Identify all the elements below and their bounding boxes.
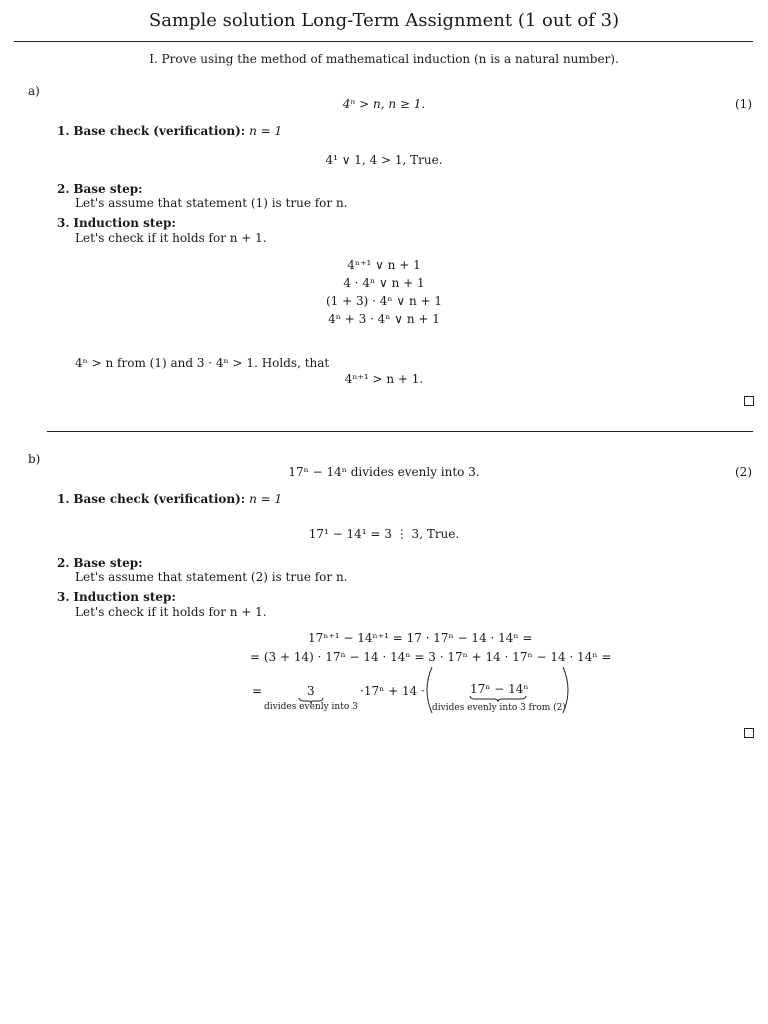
section-rule — [47, 431, 753, 432]
step-title: Induction step: — [73, 216, 176, 230]
part-b-eq-number: (2) — [735, 465, 752, 479]
step-number: 2. — [57, 556, 70, 570]
part-a-conclusion-eq: 4ⁿ⁺¹ > n + 1. — [344, 372, 424, 386]
step-title: Induction step: — [73, 590, 176, 604]
title-rule — [14, 41, 753, 42]
part-b-line3-middle: ·17ⁿ + 14 · — [360, 684, 425, 698]
right-paren-icon — [561, 666, 575, 714]
part-b-line3-equals: = — [252, 684, 263, 698]
part-a-step-2 — [57, 182, 143, 196]
part-a-label: a) — [28, 84, 40, 98]
step-number: 1. — [57, 492, 70, 506]
part-a-statement: 4ⁿ > n, n ≥ 1. — [342, 97, 426, 111]
part-b-step-2 — [57, 556, 143, 570]
page-title: Sample solution Long-Term Assignment (1 out of 3) — [148, 10, 620, 31]
part-b-label: b) — [28, 452, 41, 466]
part-a-induction-line-1: 4ⁿ⁺¹ ∨ n + 1 — [347, 258, 421, 272]
part-b-step-2-text: Let's assume that statement (2) is true for n. — [75, 570, 348, 584]
part-b-base-check-eq: 17¹ − 14¹ = 3 ⋮ 3, True. — [308, 527, 460, 541]
part-a-step-3-text: Let's check if it holds for n + 1. — [75, 231, 267, 245]
brace-label-divides-3: divides evenly into 3 — [264, 702, 358, 712]
part-b-step-3 — [57, 590, 176, 604]
part-b-line3-three: 3 — [307, 684, 315, 698]
part-a-eq-number: (1) — [735, 97, 752, 111]
step-inline: n = 1 — [249, 492, 283, 506]
part-b-induction-line-2: = (3 + 14) · 17ⁿ − 14 · 14ⁿ = 3 · 17ⁿ + 14 · 17ⁿ − 14 · 14ⁿ = — [250, 650, 612, 664]
underbrace-icon — [469, 695, 527, 703]
part-a-induction-line-2: 4 · 4ⁿ ∨ n + 1 — [343, 276, 425, 290]
step-title: Base check (verification): — [73, 124, 246, 138]
part-a-base-check-eq: 4¹ ∨ 1, 4 > 1, True. — [325, 153, 443, 167]
part-a-conclusion-text: 4ⁿ > n from (1) and 3 · 4ⁿ > 1. Holds, that — [75, 356, 330, 370]
part-a-step-2-text: Let's assume that statement (1) is true for n. — [75, 196, 348, 210]
step-inline: n = 1 — [249, 124, 283, 138]
part-b-step-3-text: Let's check if it holds for n + 1. — [75, 605, 267, 619]
step-number: 3. — [57, 590, 70, 604]
problem-statement: I. Prove using the method of mathematical induction (n is a natural number). — [149, 52, 619, 66]
part-a-induction-line-4: 4ⁿ + 3 · 4ⁿ ∨ n + 1 — [328, 312, 440, 326]
brace-label-divides-3-from-2: divides evenly into 3 from (2) — [432, 703, 566, 713]
part-b-line3-inner: 17ⁿ − 14ⁿ — [470, 682, 529, 696]
step-title: Base step: — [73, 556, 143, 570]
step-number: 3. — [57, 216, 70, 230]
qed-square-icon — [744, 396, 754, 406]
step-number: 1. — [57, 124, 70, 138]
part-b-statement: 17ⁿ − 14ⁿ divides evenly into 3. — [288, 465, 480, 479]
part-b-induction-line-1: 17ⁿ⁺¹ − 14ⁿ⁺¹ = 17 · 17ⁿ − 14 · 14ⁿ = — [308, 631, 533, 645]
part-a-step-1 — [57, 124, 282, 138]
part-a-induction-line-3: (1 + 3) · 4ⁿ ∨ n + 1 — [325, 294, 443, 308]
part-a-step-3 — [57, 216, 176, 230]
part-b-step-1 — [57, 492, 282, 506]
step-title: Base step: — [73, 182, 143, 196]
step-number: 2. — [57, 182, 70, 196]
step-title: Base check (verification): — [73, 492, 246, 506]
qed-square-icon — [744, 728, 754, 738]
